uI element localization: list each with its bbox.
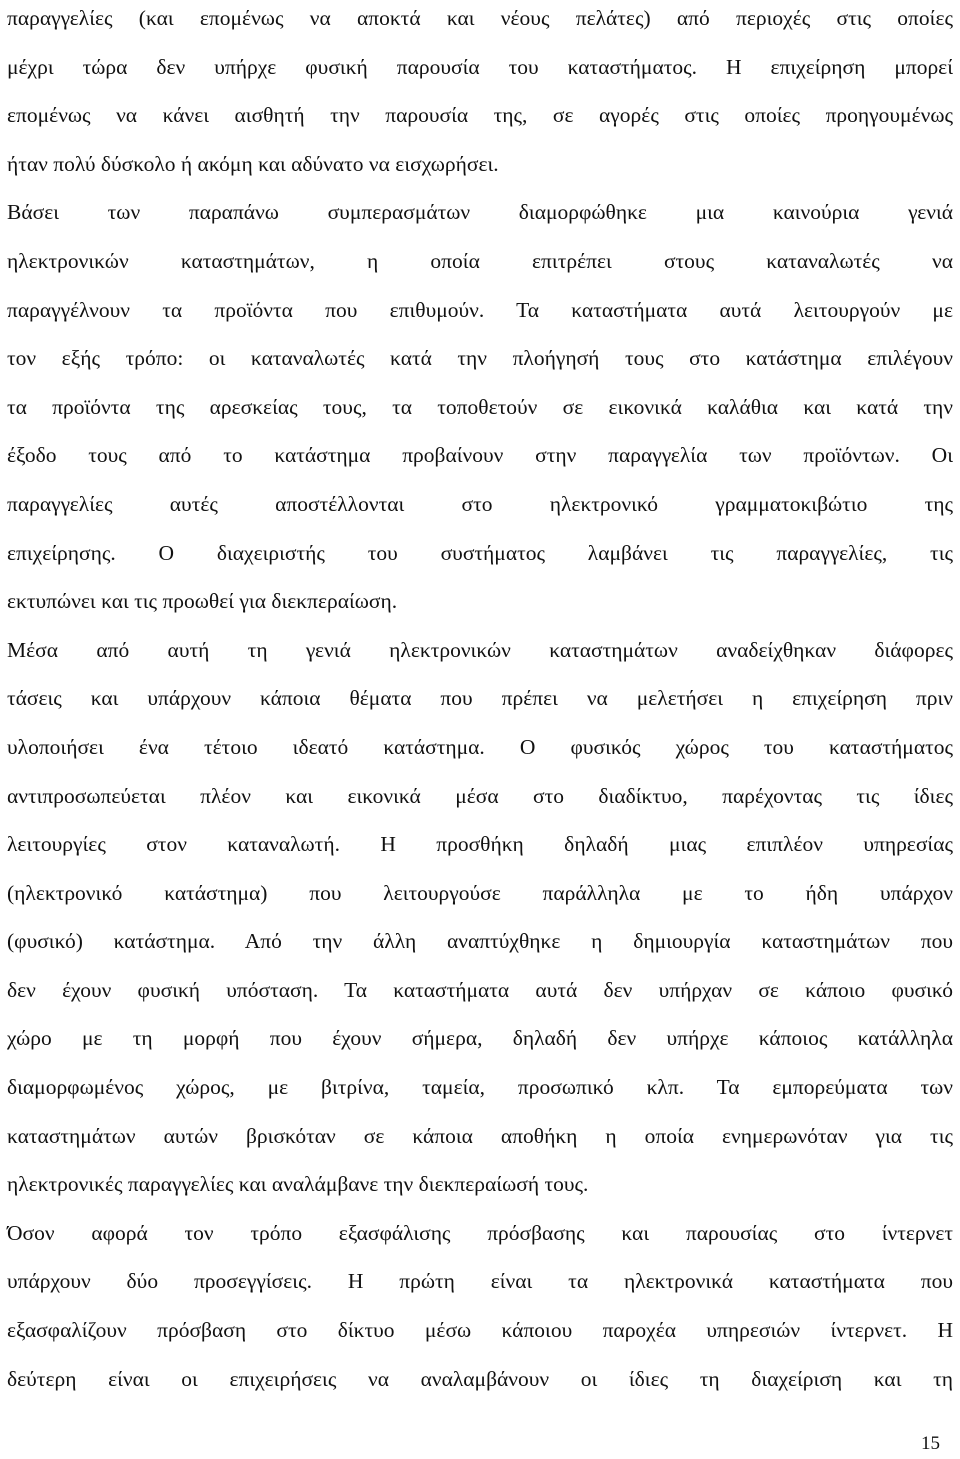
text-line: επιχείρησης. Ο διαχειριστής του συστήματος λαμβάνει τις παραγγελίες, τις [7, 540, 953, 565]
text-line: Μέσα από αυτή τη γενιά ηλεκτρονικών καταστημάτων αναδείχθηκαν διάφορες [7, 637, 953, 662]
text-line: (φυσικό) κατάστημα. Από την άλλη αναπτύχθηκε η δημιουργία καταστημάτων που [7, 929, 953, 954]
text-line: Όσον αφορά τον τρόπο εξασφάλισης πρόσβασης και παρουσίας στο ίντερνετ [7, 1220, 953, 1245]
paragraph-last-line: ηλεκτρονικές παραγγελίες και αναλάμβανε την διεκπεραίωσή τους. [7, 1172, 589, 1197]
text-line: παραγγελίες (και επομένως να αποκτά και νέους πελάτες) από περιοχές στις οποίες [7, 6, 953, 30]
body-text [7, 0, 953, 1403]
text-line: (ηλεκτρονικό κατάστημα) που λειτουργούσε παράλληλα με το ήδη υπάρχον [7, 880, 953, 905]
text-line: ηλεκτρονικών καταστημάτων, η οποία επιτρέπει στους καταναλωτές να [7, 248, 953, 273]
text-line: υλοποιήσει ένα τέτοιο ιδεατό κατάστημα. Ο φυσικός χώρος του καταστήματος [7, 734, 953, 759]
text-line: τον εξής τρόπο: οι καταναλωτές κατά την πλοήγησή τους στο κατάστημα επιλέγουν [7, 346, 953, 371]
page-number: 15 [921, 1433, 940, 1454]
text-line: επομένως να κάνει αισθητή την παρουσία της, σε αγορές στις οποίες προηγουμένως [7, 103, 953, 128]
text-line: λειτουργίες στον καταναλωτή. Η προσθήκη δηλαδή μιας επιπλέον υπηρεσίας [7, 832, 953, 857]
text-line: καταστημάτων αυτών βρισκόταν σε κάποια αποθήκη η οποία ενημερωνόταν για τις [7, 1123, 953, 1148]
text-line: μέχρι τώρα δεν υπήρχε φυσική παρουσία του καταστήματος. Η επιχείρηση μπορεί [7, 54, 953, 79]
text-line: διαμορφωμένος χώρος, με βιτρίνα, ταμεία, προσωπικό κλπ. Τα εμπορεύματα των [7, 1075, 953, 1100]
text-line: τάσεις και υπάρχουν κάποια θέματα που πρέπει να μελετήσει η επιχείρηση πριν [7, 686, 953, 711]
text-line: παραγγέλνουν τα προϊόντα που επιθυμούν. Τα καταστήματα αυτά λειτουργούν με [7, 297, 953, 322]
text-line: υπάρχουν δύο προσεγγίσεις. Η πρώτη είναι τα ηλεκτρονικά καταστήματα που [7, 1269, 953, 1294]
text-line: δεύτερη είναι οι επιχειρήσεις να αναλαμβάνουν οι ίδιες τη διαχείριση και τη [7, 1366, 953, 1391]
text-line: εξασφαλίζουν πρόσβαση στο δίκτυο μέσω κάποιου παροχέα υπηρεσιών ίντερνετ. Η [7, 1318, 953, 1343]
text-line: παραγγελίες αυτές αποστέλλονται στο ηλεκτρονικό γραμματοκιβώτιο της [7, 491, 953, 516]
text-line: έξοδο τους από το κατάστημα προβαίνουν στην παραγγελία των προϊόντων. Οι [7, 443, 953, 468]
paragraph-last-line: εκτυπώνει και τις προωθεί για διεκπεραίωση. [7, 589, 398, 614]
text-line: δεν έχουν φυσική υπόσταση. Τα καταστήματα αυτά δεν υπήρχαν σε κάποιο φυσικό [7, 977, 953, 1002]
text-line: Βάσει των παραπάνω συμπερασμάτων διαμορφώθηκε μια καινούρια γενιά [7, 200, 953, 225]
paragraph-last-line: ήταν πολύ δύσκολο ή ακόμη και αδύνατο να εισχωρήσει. [7, 151, 499, 176]
text-line: χώρο με τη μορφή που έχουν σήμερα, δηλαδή δεν υπήρχε κάποιος κατάλληλα [7, 1026, 953, 1051]
text-line: τα προϊόντα της αρεσκείας τους, τα τοποθετούν σε εικονικά καλάθια και κατά την [7, 394, 953, 419]
text-line: αντιπροσωπεύεται πλέον και εικονικά μέσα στο διαδίκτυο, παρέχοντας τις ίδιες [7, 783, 953, 808]
